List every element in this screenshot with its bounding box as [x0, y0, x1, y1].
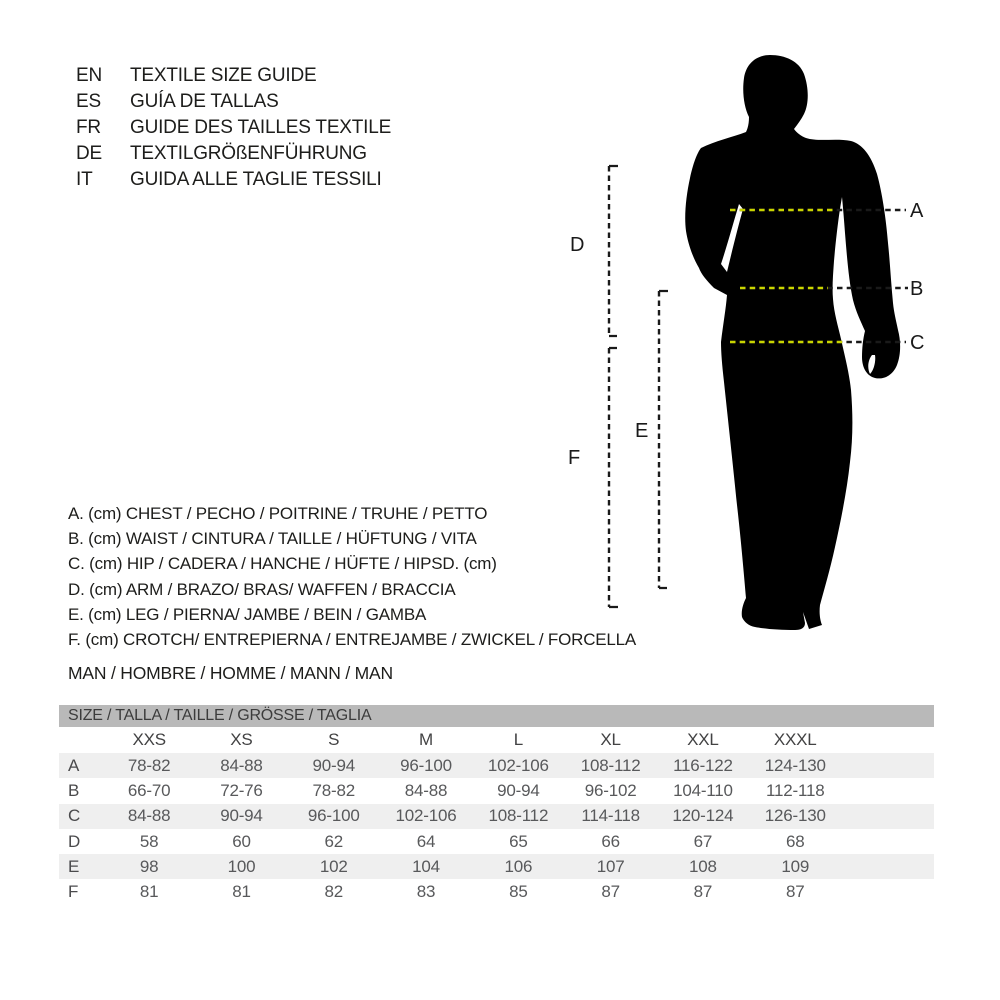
size-value: 87 [785, 882, 805, 902]
size-value: 66 [601, 831, 620, 851]
size-value: 114-118 [581, 806, 640, 826]
size-value: 84-88 [220, 755, 263, 775]
row-label: B [68, 780, 80, 800]
table-row [59, 854, 934, 879]
size-value: 83 [416, 882, 436, 902]
size-value: 84-88 [404, 780, 448, 800]
size-value: 81 [139, 882, 159, 902]
size-value: 106 [504, 856, 533, 876]
size-table [59, 705, 934, 905]
table-row [59, 879, 934, 904]
title-text: GUIDE DES TAILLES TEXTILE [130, 117, 392, 138]
row-label: E [68, 856, 80, 876]
size-value: 102 [319, 856, 348, 876]
size-column-header: XXS [132, 730, 166, 749]
size-value: 90-94 [497, 780, 540, 800]
size-value: 116-122 [673, 755, 733, 775]
size-column-header: XS [230, 730, 253, 749]
table-row [59, 829, 934, 854]
legend-line: A. (cm) CHEST / PECHO / POITRINE / TRUHE / PETTO [68, 504, 488, 523]
label-d: D [570, 234, 585, 256]
size-value: 100 [227, 856, 256, 876]
size-value: 66-70 [127, 780, 171, 800]
size-value: 60 [232, 831, 251, 851]
size-value: 85 [509, 882, 528, 902]
title-text: TEXTILE SIZE GUIDE [130, 65, 317, 86]
size-value: 104 [412, 856, 440, 876]
size-value: 104-110 [673, 780, 733, 800]
language-code: DE [76, 143, 102, 164]
size-value: 108 [689, 856, 717, 876]
size-column-header: S [328, 730, 340, 749]
size-value: 102-106 [487, 755, 549, 775]
size-column-header: XL [600, 730, 621, 749]
size-value: 98 [139, 856, 159, 876]
row-label: C [68, 806, 81, 826]
size-value: 112-118 [765, 780, 825, 800]
language-code: IT [76, 169, 93, 190]
size-value: 84-88 [127, 806, 171, 826]
size-value: 109 [781, 856, 810, 876]
gender-line: MAN / HOMBRE / HOMME / MANN / MAN [68, 663, 393, 683]
size-value: 82 [324, 882, 343, 902]
row-label: A [68, 755, 80, 775]
size-value: 96-100 [307, 806, 360, 826]
size-value: 108-112 [488, 806, 549, 826]
size-column-header: XXL [687, 730, 719, 749]
size-value: 96-100 [400, 755, 452, 775]
size-value: 78-82 [127, 755, 171, 775]
size-value: 90-94 [220, 806, 263, 826]
table-row [59, 778, 934, 803]
table-row [59, 753, 934, 778]
label-c: C [910, 332, 925, 354]
measurement-legend [68, 501, 636, 652]
size-value: 81 [232, 882, 251, 902]
size-value: 126-130 [764, 806, 826, 826]
legend-line: B. (cm) WAIST / CINTURA / TAILLE / HÜFTUNG / VITA [68, 529, 477, 549]
label-f: F [568, 447, 581, 469]
legend-line: F. (cm) CROTCH/ ENTREPIERNA / ENTREJAMBE / ZWICKEL / FORCELLA [68, 629, 637, 649]
language-code: FR [76, 117, 101, 138]
table-row [59, 804, 934, 829]
title-text: GUÍA DE TALLAS [130, 91, 279, 112]
size-value: 87 [693, 882, 713, 902]
size-value: 62 [324, 831, 343, 851]
size-column-header: M [419, 730, 434, 749]
size-value: 64 [416, 831, 436, 851]
legend-line: E. (cm) LEG / PIERNA/ JAMBE / BEIN / GAMBA [68, 604, 427, 624]
size-header-row [59, 727, 934, 753]
size-table-grid [59, 727, 934, 905]
size-value: 90-94 [312, 755, 355, 775]
size-value: 124-130 [764, 755, 826, 775]
title-text: TEXTILGRÖßENFÜHRUNG [130, 143, 367, 164]
legend-line: C. (cm) HIP / CADERA / HANCHE / HÜFTE / HIPSD. (cm) [68, 554, 497, 574]
size-value: 58 [139, 831, 159, 851]
size-value: 87 [601, 882, 620, 902]
size-value: 72-76 [220, 780, 263, 800]
language-code: ES [76, 91, 101, 112]
size-value: 96-102 [584, 780, 637, 800]
size-value: 108-112 [580, 755, 641, 775]
size-value: 67 [693, 831, 713, 851]
size-table-title: SIZE / TALLA / TAILLE / GRÖSSE / TAGLIA [59, 705, 934, 727]
label-b: B [910, 278, 924, 300]
row-label: F [68, 882, 79, 902]
legend-line: D. (cm) ARM / BRAZO/ BRAS/ WAFFEN / BRACCIA [68, 579, 456, 599]
size-value: 65 [509, 831, 528, 851]
size-value: 120-124 [672, 806, 734, 826]
size-value: 68 [785, 831, 805, 851]
title-text: GUIDA ALLE TAGLIE TESSILI [130, 169, 382, 190]
language-code: EN [76, 65, 102, 86]
size-column-header: L [513, 730, 523, 749]
size-value: 107 [596, 856, 625, 876]
size-value: 102-106 [395, 806, 457, 826]
size-value: 78-82 [312, 780, 355, 800]
label-e: E [635, 420, 649, 442]
label-a: A [910, 200, 924, 222]
size-column-header: XXXL [773, 730, 817, 749]
row-label: D [68, 831, 81, 851]
